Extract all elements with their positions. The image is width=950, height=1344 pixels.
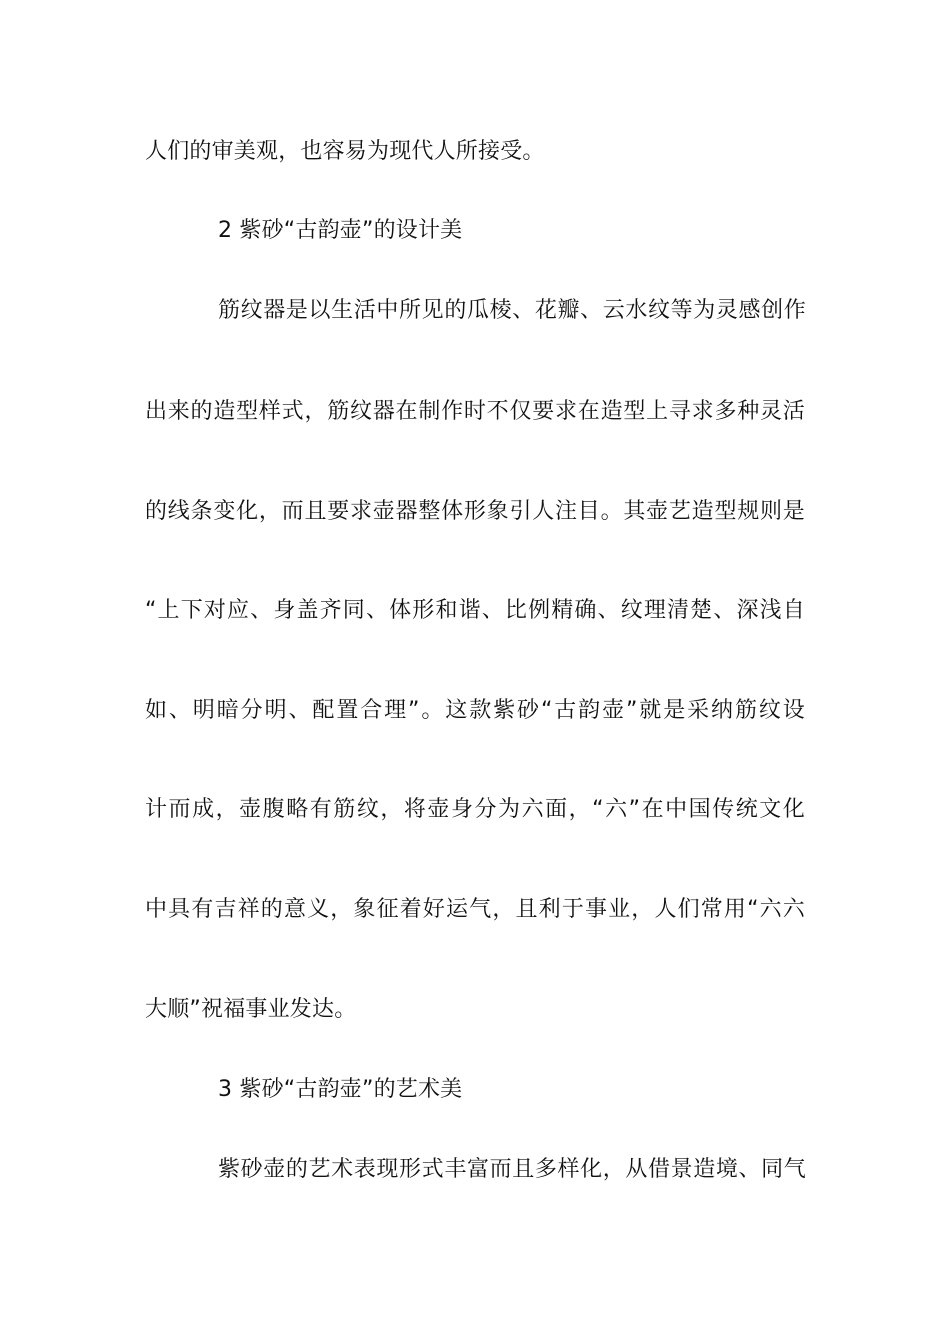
paragraph-line: 紫砂壶的艺术表现形式丰富而且多样化，从借景造境、同气 xyxy=(218,1157,806,1182)
paragraph-line: 计而成，壶腹略有筋纹，将壶身分为六面，“六”在中国传统文化 xyxy=(145,797,805,822)
section-heading: 3 紫砂“古韵壶”的艺术美 xyxy=(218,1077,463,1102)
paragraph-line: 如、明暗分明、配置合理”。这款紫砂“古韵壶”就是采纳筋纹设 xyxy=(145,698,805,723)
paragraph-line: 人们的审美观，也容易为现代人所接受。 xyxy=(145,139,545,164)
paragraph-line: 中具有吉祥的意义，象征着好运气，且利于事业，人们常用“六六 xyxy=(145,897,805,922)
paragraph-line: “上下对应、身盖齐同、体形和谐、比例精确、纹理清楚、深浅自 xyxy=(145,598,805,623)
section-heading: 2 紫砂“古韵壶”的设计美 xyxy=(218,218,463,243)
paragraph-line: 筋纹器是以生活中所见的瓜棱、花瓣、云水纹等为灵感创作 xyxy=(218,298,806,323)
paragraph-line: 的线条变化，而且要求壶器整体形象引人注目。其壶艺造型规则是 xyxy=(145,499,805,524)
paragraph-line: 大顺”祝福事业发达。 xyxy=(145,997,357,1022)
paragraph-line: 出来的造型样式，筋纹器在制作时不仅要求在造型上寻求多种灵活 xyxy=(145,399,805,424)
